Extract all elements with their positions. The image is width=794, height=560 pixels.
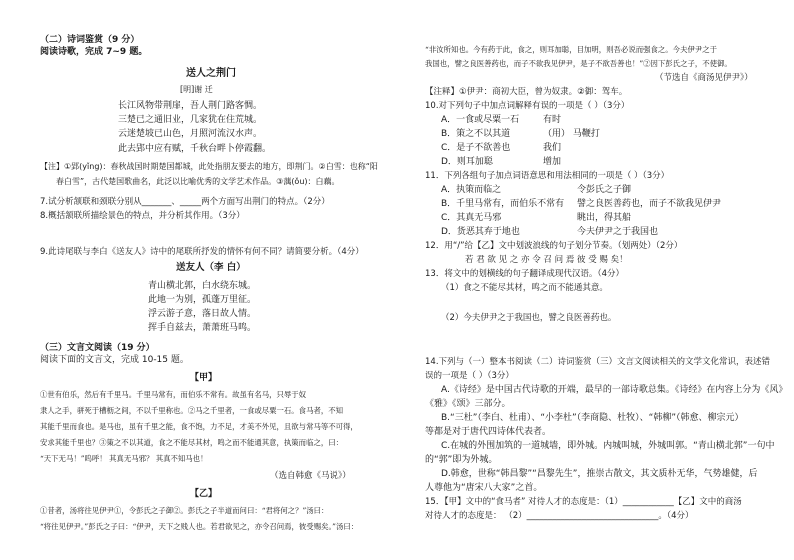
q14-option-c-cont: 的“郭”即为外城。 [425, 455, 498, 465]
q14-option-b-cont: 等都是对于唐代四诗体代表者。 [425, 427, 552, 437]
poem1-line: 三楚已之通旧业，几家犹在住荒城。 [118, 115, 263, 125]
q11-option-a-pair: 令彭氏之子御 [577, 185, 632, 195]
question-8: 8.概括颔联所描绘景色的特点，并分析其作用。（3分） [40, 211, 245, 221]
yi-line: “将往见伊尹。”彭氏之子曰：“伊尹，天下之贱人也。若君欲见之，亦令召问焉，彼受赐矣。”汤曰： [40, 522, 359, 531]
q10-option-c: C．是子不欲善也 [441, 143, 511, 153]
q14-option-d: D.韩愈，世称“韩昌黎”“昌黎先生”，推崇古散文，其文质朴无华，气势雄健，后 [441, 469, 758, 479]
jia-label: 【甲】 [190, 373, 218, 383]
question-13: 13．将文中的划横线的句子翻译成现代汉语。（4分） [425, 269, 624, 279]
question-7: 7.试分析颔联和颈联分别从_______、_____两个方面写出荆门的特点。（2分） [40, 197, 330, 207]
q12-sentence: 若 君 欲 见 之 亦 令 召 问 焉 彼 受 赐 矣！ [465, 255, 628, 265]
q14-option-b: B.“三杜”（李白、杜甫）、“小李杜”（李商隐、杜牧）、“韩柳”（韩愈、柳宗元） [441, 413, 744, 423]
poem2-line: 青山横北郭，白水绕东城。 [148, 281, 257, 291]
poem2-line: 挥手自兹去，萧萧班马鸣。 [148, 323, 257, 333]
jia-source: （选自韩愈《马说》） [270, 471, 351, 481]
question-14: 14.下列与（一）整本书阅读（二）诗词鉴赏（三）文言文阅读相关的文学文化常识，表述错 [425, 357, 771, 367]
poem2-line: 浮云游子意，落日故人情。 [148, 309, 257, 319]
section2-title: （二）诗词鉴赏（9 分） [40, 35, 140, 45]
question-11: 11．下列各组句子加点词语意思和用法相同的一项是（ ）（3分） [425, 171, 670, 181]
question-14-cont: 误的一项是（ ）（3分） [425, 371, 514, 381]
q13-sentence-1: （1）食之不能尽其材，鸣之而不能通其意。 [441, 283, 608, 293]
jia-line: “天下无马！”呜呼！ 其真无马邪？ 其真不知马也！ [40, 454, 208, 463]
question-12: 12．用“/”给【乙】文中划波浪线的句子划分节奏。（划两处）（2分） [425, 241, 683, 251]
section3-instruction: 阅读下面的文言文，完成 10-15 题。 [40, 355, 189, 365]
poem1-line: 此去郢中应有赋，千秋台畔卜停霞翻。 [118, 144, 272, 154]
yi-label: 【乙】 [190, 489, 218, 499]
poem1-line: 云迷楚坡已山色，月照河流汉水声。 [118, 129, 263, 139]
q14-option-c: C.在城的外围加筑的一道城墙，即外城。内城叫城，外城叫郭。“青山横北郭”一句中 [441, 441, 775, 451]
yi-line: ①昔者，汤将往见伊尹①，令彭氏之子御②。彭氏之子半道而问曰：“君将何之？”汤曰： [40, 506, 329, 515]
q11-option-a: A．执策而临之 [441, 185, 502, 195]
question-15: 15．【甲】文中的“食马者” 对待人才的态度是：（1）____________【乙】文中的商汤 [425, 497, 742, 507]
jia-line: 安求其能千里也？③策之不以其道，食之不能尽其材，鸣之而不能通其意，执策而临之，曰： [40, 438, 344, 447]
yi-cont-line: “非汝所知也。今有药于此，食之，则耳加聪，目加明，则吾必说而强食之。今夫伊尹之于 [425, 45, 718, 54]
q10-option-b-meaning: （用） 马鞭打 [543, 129, 600, 139]
q14-option-a-cont: 《雅》《颂》三部分。 [425, 399, 511, 409]
q11-option-c: C．其真无马邪 [441, 213, 502, 223]
question-9: 9.此诗尾联与李白《送友人》诗中的尾联所抒发的情怀有何不同？请简要分析。（4分） [40, 247, 364, 257]
q13-sentence-2: （2）今夫伊尹之于我国也，譬之良医善药也。 [441, 313, 617, 323]
q10-option-a-meaning: 有时 [543, 115, 562, 125]
jia-line: 隶人之手，骈死于槽枥之间，不以千里称也。②马之千里者，一食或尽粟一石。食马者，不知 [40, 406, 344, 415]
jia-line: ①世有伯乐，然后有千里马。千里马常有，而伯乐不常有。故虽有名马，只辱于奴 [40, 390, 307, 399]
question-15-cont: 对待人才的态度是： （2）_______________________________。（4分） [425, 511, 694, 521]
q11-option-b: B．千里马常有，而伯乐不常有 [441, 199, 565, 209]
poem2-title: 送友人（李 白） [176, 262, 246, 273]
poem1-title: 送人之荆门 [186, 68, 236, 79]
section3-title: （三）文言文阅读（19 分） [40, 343, 155, 353]
q11-option-c-pair: 眺出，得其船 [577, 213, 632, 223]
q10-option-c-meaning: 我们 [543, 143, 562, 153]
poem1-author: [明]谢 迁 [180, 85, 213, 94]
q11-option-b-pair: 譬之良医善药也，而子不欲我见伊尹 [577, 199, 722, 209]
right-column [397, 0, 794, 560]
question-10: 10.对下列句子中加点词解释有误的一项是（ ）（3分） [425, 101, 630, 111]
q10-option-d: D．则耳加聪 [441, 157, 493, 167]
yi-source: （节选自《商汤见伊尹》） [655, 73, 753, 83]
q11-option-d-pair: 今夫伊尹之于我国也 [577, 227, 659, 237]
section2-instruction: 阅读诗歌，完成 7~9 题。 [40, 47, 148, 57]
q10-option-a: A．一食或尽粟一石 [441, 115, 520, 125]
poem1-line: 长江风物带荆扉，吾人荆门路客惆。 [118, 101, 263, 111]
q14-option-d-cont: 人尊他为“唐宋八大家”之首。 [425, 483, 543, 493]
yi-notes: 【注释】①伊尹：商初大臣，曾为奴隶。②御：驾车。 [425, 87, 628, 97]
poem1-notes: 【注】①郢(yǐng)：春秋战国时期楚国都城，此处指朋友要去的地方，即荆门。②白雪：也称“阳 [40, 162, 378, 171]
poem2-line: 此地一为别，孤蓬万里征。 [148, 295, 257, 305]
poem1-notes-cont: 春白雪”，古代楚国歌曲名，此泛以比喻优秀的文学艺术作品。③蕅(ǒu)：白藕。 [56, 177, 340, 186]
q10-option-d-meaning: 增加 [543, 157, 562, 167]
q10-option-b: B．策之不以其道 [441, 129, 511, 139]
jia-line: 其能千里而食也。是马也，虽有千里之能，食不饱，力不足，才美不外见，且欲与常马等不可得， [40, 422, 358, 431]
q14-option-a: A.《诗经》是中国古代诗歌的开端，最早的一部诗歌总集。《诗经》在内容上分为《风》 [441, 385, 788, 395]
yi-cont-line: 我国也，譬之良医善药也，而子不欲我见伊尹，是子不欲吾善也！”②因下彭氏之子，不使御。 [425, 59, 732, 68]
q11-option-d: D．货恶其弃于地也 [441, 227, 520, 237]
